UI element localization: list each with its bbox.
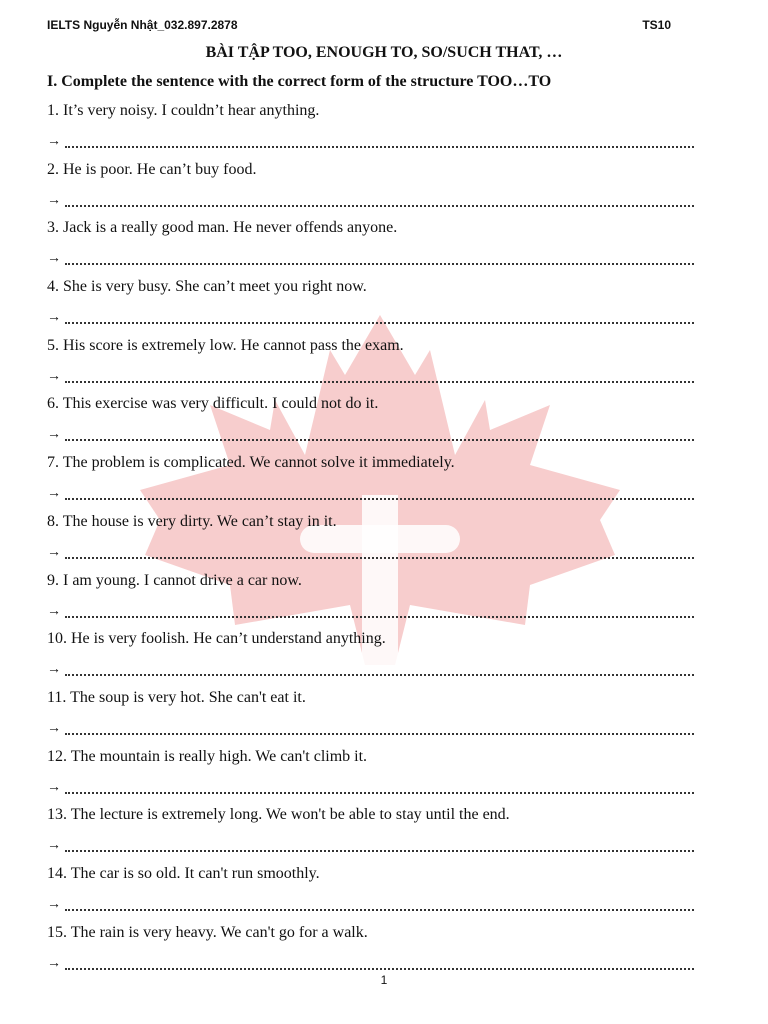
- answer-line[interactable]: [47, 543, 694, 563]
- question-text: 11. The soup is very hot. She can't eat it.: [47, 688, 306, 706]
- answer-line[interactable]: [47, 132, 694, 152]
- list-item: [47, 805, 694, 864]
- dotted-line: [65, 733, 694, 735]
- answer-line[interactable]: [47, 719, 694, 739]
- dotted-line: [65, 263, 694, 265]
- question-text: 1. It’s very noisy. I couldn’t hear anything.: [47, 102, 320, 119]
- answer-line[interactable]: [47, 367, 694, 387]
- arrow-icon: →: [47, 662, 61, 678]
- question-text: 14. The car is so old. It can't run smoothly.: [47, 864, 320, 882]
- question-text: 10. He is very foolish. He can’t understand anything.: [47, 630, 386, 648]
- arrow-icon: →: [47, 192, 61, 208]
- question-text: 13. The lecture is extremely long. We won't be able to stay until the end.: [47, 806, 510, 824]
- arrow-icon: →: [47, 134, 61, 149]
- list-item: [47, 101, 694, 160]
- dotted-line: [65, 674, 694, 676]
- answer-line[interactable]: [47, 191, 694, 211]
- list-item: [47, 160, 694, 219]
- dotted-line: [65, 439, 694, 441]
- arrow-icon: →: [47, 955, 61, 971]
- answer-line[interactable]: [47, 484, 694, 504]
- dotted-line: [65, 381, 694, 383]
- question-text: 6. This exercise was very difficult. I could not do it.: [47, 395, 379, 413]
- question-text: 3. Jack is a really good man. He never offends anyone.: [47, 219, 398, 237]
- question-text: 2. He is poor. He can’t buy food.: [47, 160, 257, 178]
- question-text: 5. His score is extremely low. He cannot pass the exam.: [47, 336, 404, 354]
- question-text: 15. The rain is very heavy. We can't go for a walk.: [47, 923, 368, 941]
- arrow-icon: →: [47, 486, 61, 502]
- list-item: [47, 336, 694, 395]
- list-item: [47, 394, 694, 453]
- list-item: [47, 218, 694, 277]
- dotted-line: [65, 205, 694, 207]
- list-item: [47, 277, 694, 336]
- question-text: 12. The mountain is really high. We can't climb it.: [47, 747, 368, 765]
- list-item: [47, 629, 694, 688]
- answer-line[interactable]: [47, 836, 694, 856]
- answer-line[interactable]: [47, 895, 694, 915]
- answer-line[interactable]: [47, 954, 694, 974]
- list-item: [47, 453, 694, 512]
- arrow-icon: →: [47, 544, 61, 560]
- page-header: [47, 18, 671, 34]
- arrow-icon: →: [47, 720, 61, 736]
- arrow-icon: →: [47, 251, 61, 267]
- dotted-line: [65, 909, 694, 911]
- list-item: [47, 688, 694, 747]
- dotted-line: [65, 850, 694, 852]
- header-code: TS10: [642, 18, 671, 32]
- dotted-line: [65, 146, 694, 148]
- answer-line[interactable]: [47, 308, 694, 328]
- arrow-icon: →: [47, 427, 61, 443]
- answer-line[interactable]: [47, 602, 694, 622]
- arrow-icon: →: [47, 779, 61, 795]
- page-number: 1: [380, 973, 388, 987]
- dotted-line: [65, 968, 694, 970]
- answer-line[interactable]: [47, 249, 694, 269]
- list-item: [47, 864, 694, 923]
- answer-line[interactable]: [47, 660, 694, 680]
- header-author: IELTS Nguyễn Nhật_032.897.2878: [47, 18, 238, 32]
- dotted-line: [65, 792, 694, 794]
- question-list: [47, 101, 694, 981]
- dotted-line: [65, 322, 694, 324]
- arrow-icon: →: [47, 896, 61, 912]
- dotted-line: [65, 616, 694, 618]
- question-text: 9. I am young. I cannot drive a car now.: [47, 571, 302, 589]
- question-text: 4. She is very busy. She can’t meet you right now.: [47, 278, 367, 296]
- arrow-icon: →: [47, 603, 61, 619]
- answer-line[interactable]: [47, 778, 694, 798]
- list-item: [47, 571, 694, 630]
- arrow-icon: →: [47, 838, 61, 854]
- answer-line[interactable]: [47, 425, 694, 445]
- section-heading: I. Complete the sentence with the correct form of the structure TOO…TO: [47, 73, 552, 90]
- question-text: 8. The house is very dirty. We can’t stay in it.: [47, 512, 337, 530]
- arrow-icon: →: [47, 368, 61, 384]
- dotted-line: [65, 498, 694, 500]
- list-item: [47, 512, 694, 571]
- list-item: [47, 747, 694, 806]
- dotted-line: [65, 557, 694, 559]
- question-text: 7. The problem is complicated. We cannot solve it immediately.: [47, 454, 455, 472]
- arrow-icon: →: [47, 310, 61, 326]
- page-title: BÀI TẬP TOO, ENOUGH TO, SO/SUCH THAT, …: [205, 44, 563, 61]
